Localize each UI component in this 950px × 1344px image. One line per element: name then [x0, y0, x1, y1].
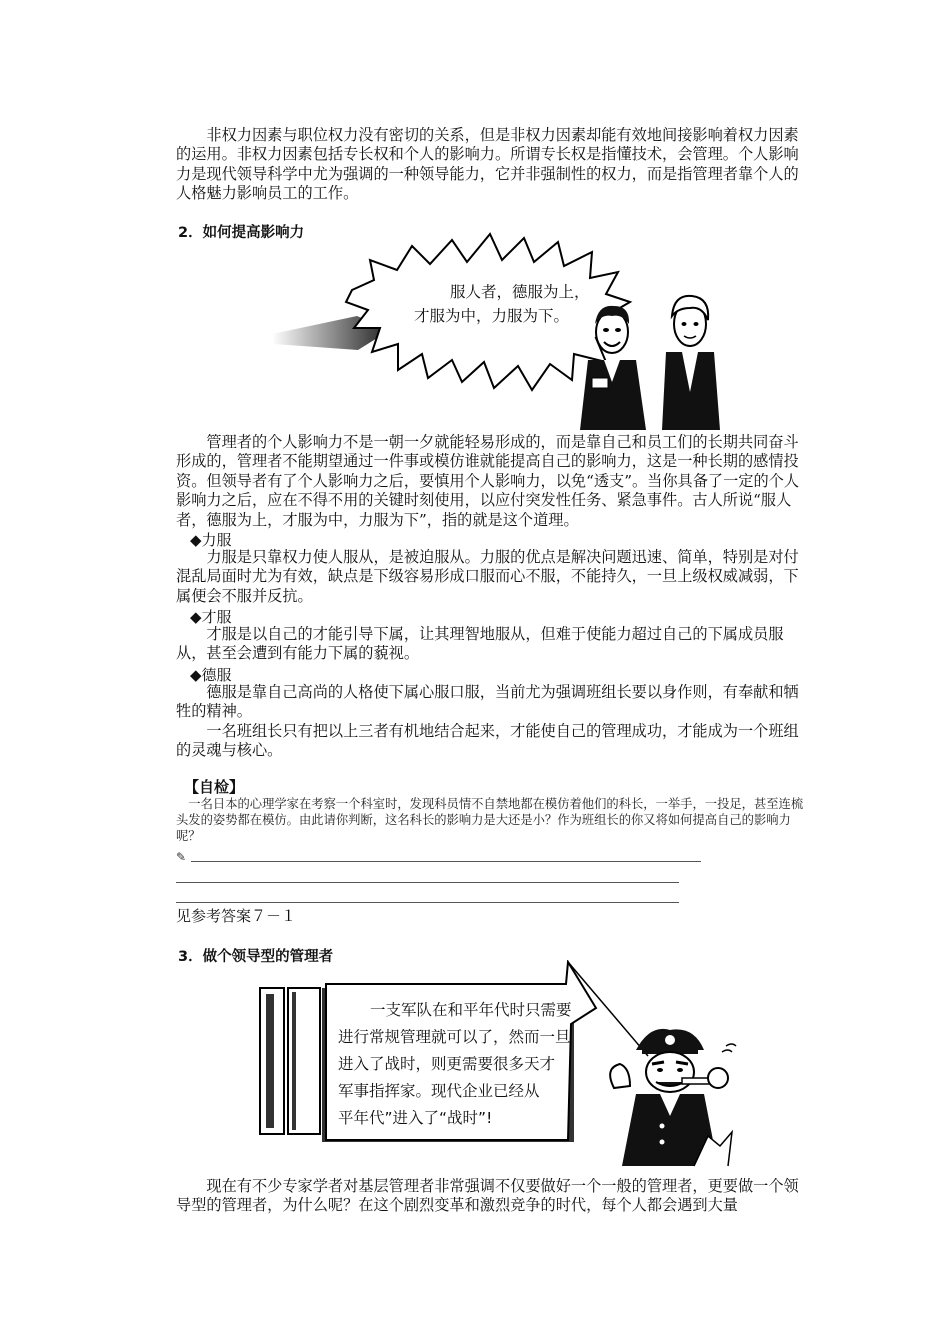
- bullet-defu: ◆德服: [190, 666, 232, 684]
- answer-line-3[interactable]: [176, 902, 679, 903]
- burst-quote-line-2: 才服为中，力服为下。: [414, 307, 570, 325]
- speech-burst-illustration: [262, 232, 742, 432]
- panel-quote-line-5: 平年代”进入了“战时”!: [338, 1109, 493, 1127]
- selfcheck-question: 一名日本的心理学家在考察一个科室时，发现科员情不自禁地都在模仿着他们的科长，一举手，一投足，甚至连梳头发的姿势都在模仿。由此请你判断，这名科长的影响力是大还是小？作为班组长的你又将如何提高自己的影响力呢？: [176, 797, 804, 843]
- burst-quote: [414, 280, 590, 328]
- section-heading-influence: 2．如何提高影响力: [178, 225, 305, 241]
- pencil-icon: ✎: [176, 850, 187, 864]
- panel-quote-line-2: 进行常规管理就可以了，然而一旦: [338, 1028, 571, 1046]
- paragraph-caifu: 才服是以自己的才能引导下属，让其理智地服从，但难于使能力超过自己的下属成员服从，甚至会遭到有能力下属的藐视。: [176, 625, 784, 663]
- panel-quote-line-4: 军事指挥家。现代企业已经从: [338, 1082, 540, 1100]
- answer-line-1[interactable]: [191, 861, 701, 862]
- panel-quote-line-3: 进入了战时，则更需要很多天才: [338, 1055, 556, 1073]
- man-right-figure: [662, 296, 720, 430]
- paragraph-lifu: 力服是只靠权力使人服从，是被迫服从。力服的优点是解决问题迅速、简单，特别是对付混乱局面时尤为有效，缺点是下级容易形成口服而心不服，不能持久，一旦上级权威减弱，下属便会不服并反抗。: [176, 548, 799, 605]
- paragraph-defu: 德服是靠自己高尚的人格使下属心服口服，当前尤为强调班组长要以身作则，有奉献和牺牲的精神。: [176, 683, 799, 721]
- paragraph-nonpower-factors: 非权力因素与职位权力没有密切的关系，但是非权力因素却能有效地间接影响着权力因素的运用。非权力因素包括专长权和个人的影响力。所谓专长权是指懂技术，会管理。个人影响力是现代领导科学中尤为强调的一种领导能力，它并非强制性的权力，而是指管理者靠个人的人格魅力影响员工的工作。: [176, 126, 799, 203]
- answer-line-2[interactable]: [176, 882, 679, 883]
- panel-quote: [338, 997, 594, 1132]
- paragraph-combine: 一名班组长只有把以上三者有机地结合起来，才能使自己的管理成功，才能成为一个班组的灵魂与核心。: [176, 722, 799, 760]
- officer-figure: [610, 1029, 736, 1166]
- burst-quote-line-1: 服人者，德服为上，: [450, 283, 590, 301]
- panel-quote-line-1: 一支军队在和平年代时只需要: [370, 1001, 572, 1019]
- bullet-lifu: ◆力服: [190, 531, 232, 549]
- paragraph-personal-influence: 管理者的个人影响力不是一朝一夕就能轻易形成的，而是靠自己和员工们的长期共同奋斗形成的，管理者不能期望通过一件事或模仿谁就能提高自己的影响力，这是一种长期的感情投资。但领导者有了个人影响力之后，要慎用个人影响力，以免“透支”。当你具备了一定的个人影响力之后，应在不得不用的关键时刻使用，以应付突发性任务、紧急事件。古人所说“服人者，德服为上，才服为中，力服为下”，指的就是这个道理。: [176, 433, 800, 529]
- paragraph-leader-manager: 现在有不少专家学者对基层管理者非常强调不仅要做好一个一般的管理者，更要做一个领导型的管理者，为什么呢？在这个剧烈变革和激烈竞争的时代，每个人都会遇到大量: [176, 1177, 799, 1215]
- selfcheck-title: 【自检】: [184, 778, 245, 796]
- section-heading-leader: 3．做个领导型的管理者: [178, 949, 334, 965]
- answer-reference: 见参考答案７－１: [176, 907, 297, 925]
- bullet-caifu: ◆才服: [190, 608, 232, 626]
